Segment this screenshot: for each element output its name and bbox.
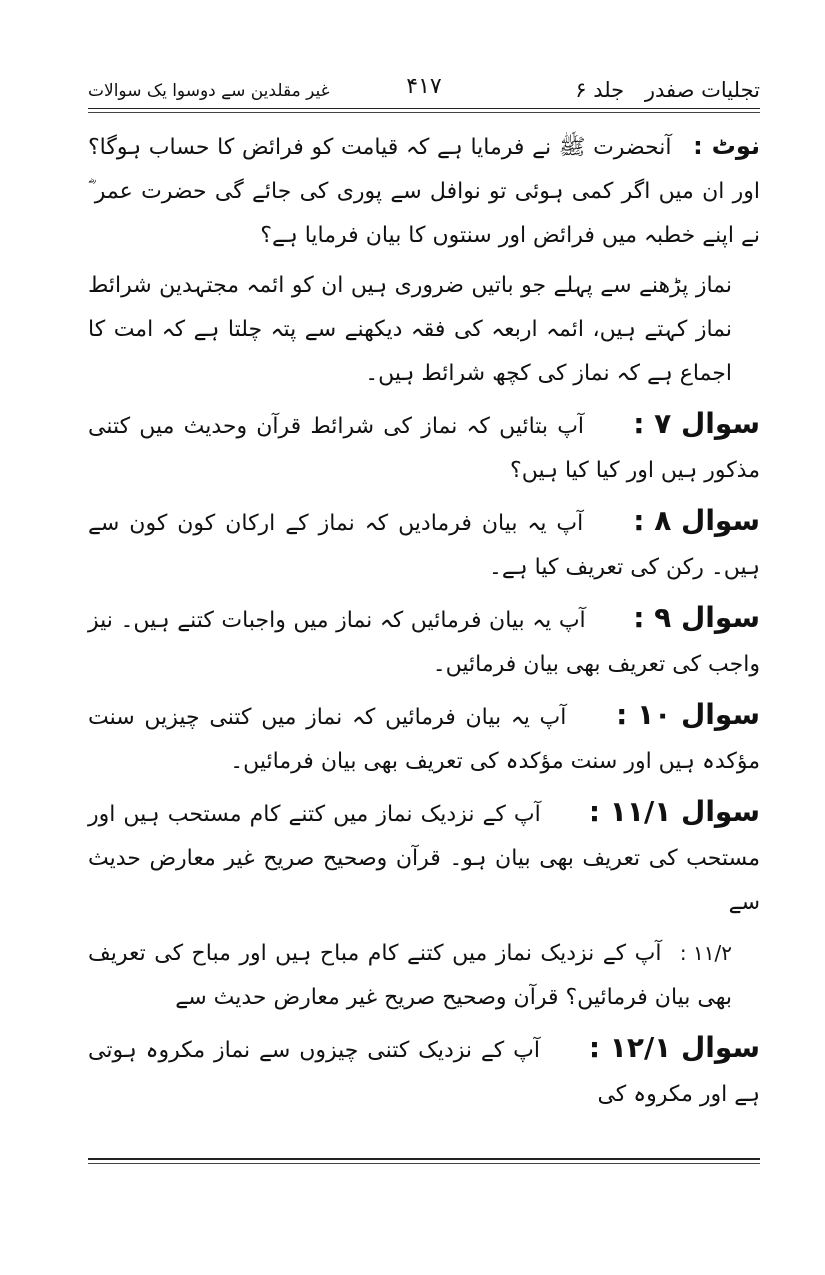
footer-rule-thin: [88, 1163, 760, 1164]
question-10: [88, 693, 760, 784]
header-book-info: [575, 78, 760, 102]
page-content: [88, 124, 760, 1123]
question-text: آپ یہ بیان فرمادیں کہ نماز کے ارکان کون کون سے ہیں۔ رکن کی تعریف کیا ہے۔: [88, 511, 760, 580]
header-rule-thin: [88, 112, 760, 113]
header-book-title: تجلیات صفدر: [644, 78, 760, 102]
question-text: آپ بتائیں کہ نماز کی شرائط قرآن وحدیث میں کتنی مذکور ہیں اور کیا کیا ہیں؟: [88, 414, 760, 483]
question-label: سوال ۸ :: [633, 504, 761, 537]
document-page: [88, 74, 760, 1174]
question-8: [88, 499, 760, 590]
question-12-1: [88, 1026, 760, 1117]
note-label: نوٹ :: [693, 132, 760, 160]
footer-rule: [88, 1158, 760, 1160]
header-rule: [88, 108, 760, 109]
note-paragraph: [88, 124, 760, 258]
header-volume: جلد ۶: [575, 78, 625, 102]
question-text: آپ کے نزدیک کتنی چیزوں سے نماز مکروہ ہوتی ہے اور مکروہ کی: [88, 1038, 760, 1107]
question-11-2: [88, 931, 760, 1020]
intro-paragraph: نماز پڑھنے سے پہلے جو باتیں ضروری ہیں ان کو ائمہ مجتہدین شرائط نماز کہتے ہیں، ائمہ اربعہ کی فقہ دیکھنے سے پتہ چلتا ہے کہ امت کا اجماع ہے کہ نماز کی کچھ شرائط ہیں۔: [88, 273, 732, 386]
question-text: آپ یہ بیان فرمائیں کہ نماز میں واجبات کتنے ہیں۔ نیز واجب کی تعریف بھی بیان فرمائیں۔: [88, 608, 760, 677]
question-11-1: [88, 790, 760, 925]
question-label: سوال ۱۱/۱ :: [588, 795, 761, 828]
question-9: [88, 596, 760, 687]
question-text: آپ یہ بیان فرمائیں کہ نماز میں کتنی چیزیں سنت مؤکدہ ہیں اور سنت مؤکدہ کی تعریف بھی بیان فرمائیں۔: [88, 705, 760, 774]
page-header: [88, 74, 760, 108]
question-label: سوال ۷ :: [633, 407, 760, 440]
question-label: سوال ۱۰ :: [616, 698, 760, 731]
question-7: [88, 402, 760, 493]
question-label: سوال ۱۲/۱ :: [588, 1031, 760, 1064]
question-text: آپ کے نزدیک نماز میں کتنے کام مستحب ہیں اور مستحب کی تعریف بھی بیان ہو۔ قرآن وصحیح صریح غیر معارض حدیث سے: [88, 802, 760, 915]
question-label: سوال ۹ :: [633, 601, 760, 634]
sub-question-label: ۱۱/۲ :: [679, 941, 732, 965]
sub-question-text: آپ کے نزدیک نماز میں کتنے کام مباح ہیں اور مباح کی تعریف بھی بیان فرمائیں؟ قرآن وصحیح صریح غیر معارض حدیث سے: [88, 941, 732, 1010]
header-section-title: غیر مقلدین سے دوسوا یک سوالات: [88, 81, 330, 101]
page-number: ۴۱۷: [406, 74, 442, 99]
note-text: آنحضرت ﷺ نے فرمایا ہے کہ قیامت کو فرائض کا حساب ہوگا؟ اور ان میں اگر کمی ہوئی تو نوافل سے پوری کی جائے گی حضرت عمر ؓ نے اپنے خطبہ میں فرائض اور سنتوں کا بیان فرمایا ہے؟: [88, 135, 760, 248]
